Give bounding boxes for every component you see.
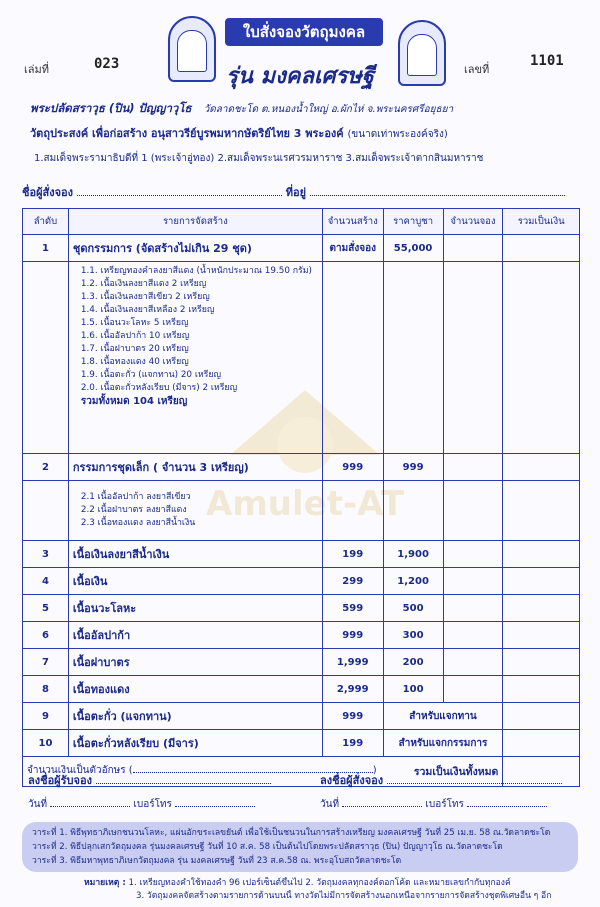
table-row	[23, 703, 580, 730]
row-price: 200	[383, 649, 443, 676]
list-item: 1.5. เนื้อนวะโลหะ 5 เหรียญ	[80, 318, 189, 328]
list-item: 1.6. เนื้ออัลปาก้า 10 เหรียญ	[80, 331, 190, 341]
receiver-date-field[interactable]	[50, 797, 130, 807]
row-qty: 599	[322, 595, 383, 622]
header-order-qty: จำนวนจอง	[443, 209, 503, 235]
table-row	[23, 541, 580, 568]
orderer-phone-field[interactable]	[467, 797, 547, 807]
row-total-cell[interactable]	[503, 235, 580, 262]
row-total-cell[interactable]	[503, 541, 580, 568]
row-number: 9	[23, 703, 69, 730]
row-order-qty-cell[interactable]	[443, 649, 503, 676]
total-words-label: จำนวนเงินเป็นตัวอักษร (	[27, 765, 133, 776]
orderer-date-phone	[320, 797, 547, 812]
row-qty: 299	[322, 568, 383, 595]
row-total-cell[interactable]	[503, 454, 580, 481]
row-qty: ตามสั่งจอง	[322, 235, 383, 262]
row-item: เนื้อตะกั่ว (แจกทาน)	[68, 703, 322, 730]
form-title: ใบสั่งจองวัตถุมงคล	[225, 18, 383, 46]
row-total-cell[interactable]	[503, 730, 580, 757]
list-item: 1.4. เนื้อเงินลงยาสีเหลือง 2 เหรียญ	[80, 305, 215, 315]
orderer-signature-field[interactable]	[387, 774, 562, 784]
row-total-cell[interactable]	[503, 649, 580, 676]
row-order-qty-cell[interactable]	[443, 235, 503, 262]
list-item: 1.1. เหรียญทองคำลงยาสีแดง (น้ำหนักประมาณ 19.50 กรัม)	[80, 266, 312, 276]
row-number: 2	[23, 454, 69, 481]
row1-contents	[68, 262, 322, 454]
ceremony-item: วาระที่ 3. พิธีมหาพุทธาภิเษกวัตถุมงคล รุ่น มงคลเศรษฐี วันที่ 23 ส.ค.58 ณ. พระอุโบสถวัดลาดชะโด	[32, 856, 402, 866]
table-row	[23, 730, 580, 757]
temple-address: วัดลาดชะโด ต.หนองน้ำใหญ่ อ.ผักไห่ จ.พระนครศรีอยุธยา	[203, 104, 454, 115]
orderer-address-label: ที่อยู่	[285, 186, 307, 199]
ceremony-schedule	[22, 822, 578, 872]
row-qty: 999	[322, 703, 383, 730]
row-number: 3	[23, 541, 69, 568]
book-label: เล่มที่	[24, 63, 50, 76]
row-item: เนื้อนวะโลหะ	[68, 595, 322, 622]
row-note: สำหรับแจกกรรมการ	[383, 730, 503, 757]
list-item: 1.2. เนื้อเงินลงยาสีแดง 2 เหรียญ	[80, 279, 207, 289]
header-no: ลำดับ	[23, 209, 69, 235]
row-item: กรรมการชุดเล็ก ( จำนวน 3 เหรียญ)	[68, 454, 322, 481]
monk-line	[30, 100, 590, 118]
list-item: 2.0. เนื้อตะกั่วหลังเรียบ (มีจาร) 2 เหรียญ	[80, 383, 238, 393]
receiver-signature-field[interactable]	[96, 774, 271, 784]
row1-total-count: รวมทั้งหมด 104 เหรียญ	[80, 396, 188, 407]
row-qty: 999	[322, 622, 383, 649]
row-qty: 999	[322, 454, 383, 481]
orderer-signature	[320, 771, 562, 789]
row-order-qty-cell[interactable]	[443, 595, 503, 622]
ceremony-item: วาระที่ 1. พิธีพุทธาภิเษกชนวนโลหะ, แผ่นอักขระเลขยันต์ เพื่อใช้เป็นชนวนในการสร้างเหรียญ มงคลเศรษฐี วันที่ 25 เม.ย. 58 ณ.วัดลาดชะโด	[32, 828, 551, 838]
receiver-signature-label: ลงชื่อผู้รับจอง	[28, 774, 92, 787]
row-total-cell[interactable]	[503, 622, 580, 649]
row-order-qty-cell[interactable]	[443, 454, 503, 481]
row-item: เนื้อฝาบาตร	[68, 649, 322, 676]
row-order-qty-cell[interactable]	[443, 541, 503, 568]
row-total-cell[interactable]	[503, 568, 580, 595]
book-number: 023	[94, 56, 120, 72]
table-row	[23, 568, 580, 595]
row-qty: 199	[322, 541, 383, 568]
row-item: เนื้อทองแดง	[68, 676, 322, 703]
row-total-cell[interactable]	[503, 703, 580, 730]
row-item: เนื้อตะกั่วหลังเรียบ (มีจาร)	[68, 730, 322, 757]
row-price: 100	[383, 676, 443, 703]
receiver-signature	[28, 771, 271, 789]
row-qty: 2,999	[322, 676, 383, 703]
doc-number: 1101	[530, 53, 564, 69]
table-row	[23, 595, 580, 622]
row-price: 1,900	[383, 541, 443, 568]
list-item: 2.3 เนื้อทองแดง ลงยาสีน้ำเงิน	[80, 518, 196, 528]
row-qty: 199	[322, 730, 383, 757]
doc-label: เลขที่	[464, 63, 490, 76]
purpose-line	[30, 124, 600, 142]
row-note: สำหรับแจกทาน	[383, 703, 503, 730]
row-order-qty-cell[interactable]	[443, 481, 503, 541]
row-number: 5	[23, 595, 69, 622]
row-qty: 1,999	[322, 649, 383, 676]
row-number: 7	[23, 649, 69, 676]
note-line: 1. เหรียญทองคำใช้ทองคำ 96 เปอร์เซ็นต์ขึ้นไป 2. วัตถุมงคลทุกองค์ตอกโค้ด และหมายเลขกำกับทุกองค์	[128, 878, 511, 888]
series-title: รุ่น มงคลเศรษฐี	[226, 64, 374, 89]
header-qty: จำนวนสร้าง	[322, 209, 383, 235]
table-row	[23, 622, 580, 649]
row-total-cell[interactable]	[503, 262, 580, 454]
header-price: ราคาบูชา	[383, 209, 443, 235]
row-order-qty-cell[interactable]	[443, 262, 503, 454]
total-words-close: )	[372, 765, 377, 776]
purpose-text: วัตถุประสงค์ เพื่อก่อสร้าง อนุสาวรีย์บูรพมหากษัตริย์ไทย 3 พระองค์	[30, 127, 344, 140]
table-subrow	[23, 262, 580, 454]
orderer-date-field[interactable]	[342, 797, 422, 807]
watermark-text: Amulet-AT	[206, 484, 404, 524]
list-item: 2.2 เนื้อฝาบาตร ลงยาสีแดง	[80, 505, 187, 515]
row-number: 1	[23, 235, 69, 262]
list-item: 1.9. เนื้อตะกั่ว (แจกทาน) 20 เหรียญ	[80, 370, 222, 380]
orderer-address-field[interactable]	[310, 186, 565, 196]
row-total-cell[interactable]	[503, 676, 580, 703]
row-price: 55,000	[383, 235, 443, 262]
row-price: 300	[383, 622, 443, 649]
header-total: รวมเป็นเงิน	[503, 209, 580, 235]
orderer-line	[22, 183, 592, 201]
row-item: เนื้ออัลปาก้า	[68, 622, 322, 649]
table-row	[23, 235, 580, 262]
row-number: 10	[23, 730, 69, 757]
table-header-row	[23, 209, 580, 235]
row-item: เนื้อเงินลงยาสีน้ำเงิน	[68, 541, 322, 568]
orderer-date-label: วันที่	[320, 799, 340, 810]
row-price: 500	[383, 595, 443, 622]
monk-name: พระปลัดสราวุธ (ปิน) ปัญญาวุโธ	[30, 101, 192, 115]
orderer-name-label: ชื่อผู้สั่งจอง	[22, 186, 74, 199]
row-item: เนื้อเงิน	[68, 568, 322, 595]
table-subrow	[23, 481, 580, 541]
row-order-qty-cell[interactable]	[443, 622, 503, 649]
row-number: 4	[23, 568, 69, 595]
receiver-phone-label: เบอร์โทร	[133, 799, 172, 810]
list-item: 1.8. เนื้อทองแดง 40 เหรียญ	[80, 357, 189, 367]
notes-label: หมายเหตุ :	[84, 878, 126, 888]
row-number: 8	[23, 676, 69, 703]
orderer-phone-label: เบอร์โทร	[425, 799, 464, 810]
total-sum-label: รวมเป็นเงินทั้งหมด	[413, 766, 499, 778]
row-price: 1,200	[383, 568, 443, 595]
note-line: 3. วัตถุมงคลจัดสร้างตามรายการด้านบนนี้ ทางวัดไม่มีการจัดสร้างนอกเหนือจากรายการจัดสร้างชุดพิเศษอื่น ๆ อีก	[136, 891, 552, 901]
table-row	[23, 649, 580, 676]
row-total-cell[interactable]	[503, 481, 580, 541]
row-total-cell[interactable]	[503, 595, 580, 622]
list-item: 2.1 เนื้ออัลปาก้า ลงยาสีเขียว	[80, 492, 191, 502]
receiver-date-label: วันที่	[28, 799, 48, 810]
header-item: รายการจัดสร้าง	[68, 209, 322, 235]
kings-list: 1.สมเด็จพระรามาธิบดีที่ 1 (พระเจ้าอู่ทอง) 2.สมเด็จพระนเรศวรมหาราช 3.สมเด็จพระเจ้าตากสินมหาราช	[34, 153, 484, 164]
row-item: ชุดกรรมการ (จัดสร้างไม่เกิน 29 ชุด)	[68, 235, 322, 262]
table-row	[23, 676, 580, 703]
list-item: 1.3. เนื้อเงินลงยาสีเขียว 2 เหรียญ	[80, 292, 210, 302]
row-number: 6	[23, 622, 69, 649]
row-order-qty-cell[interactable]	[443, 568, 503, 595]
orderer-name-field[interactable]	[77, 186, 282, 196]
notes	[84, 877, 594, 903]
receiver-date-phone	[28, 797, 255, 812]
receiver-phone-field[interactable]	[175, 797, 255, 807]
table-row	[23, 454, 580, 481]
order-table	[22, 208, 580, 787]
list-item: 1.7. เนื้อฝาบาตร 20 เหรียญ	[80, 344, 189, 354]
purpose-size-note: (ขนาดเท่าพระองค์จริง)	[347, 129, 448, 140]
row-order-qty-cell[interactable]	[443, 676, 503, 703]
row-price: 999	[383, 454, 443, 481]
ceremony-item: วาระที่ 2. พิธีปลุกเสกวัตถุมงคล รุ่นมงคลเศรษฐี วันที่ 10 ส.ค. 58 เป็นต้นไปโดยพระปลัดสราวุธ (ปิน) ปัญญาวุโธ ณ.วัดลาดชะโด	[32, 842, 503, 852]
orderer-signature-label: ลงชื่อผู้สั่งจอง	[320, 774, 384, 787]
row2-contents	[68, 481, 322, 541]
